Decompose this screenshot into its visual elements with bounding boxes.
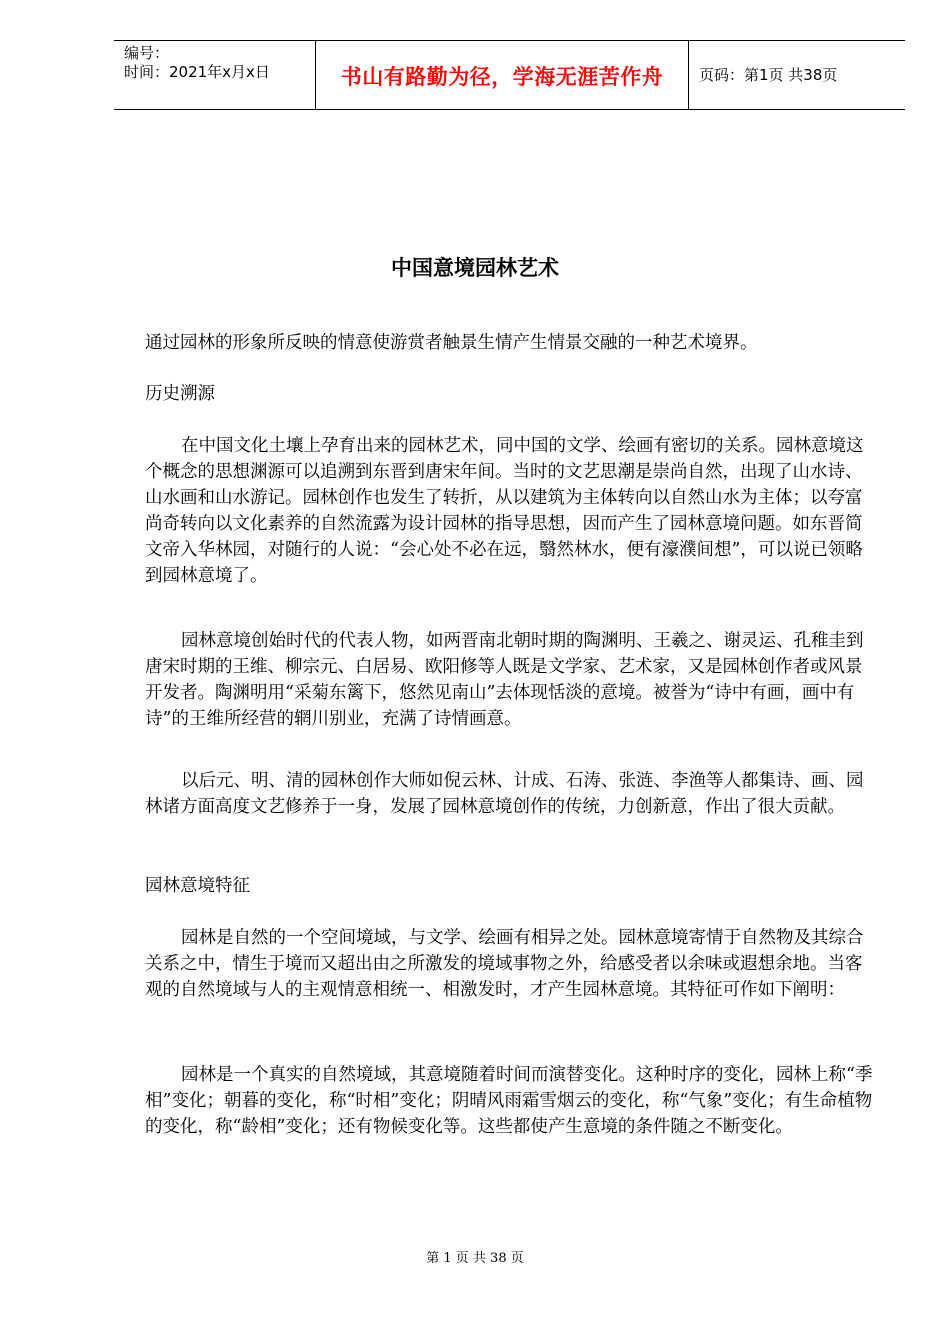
paragraph-text: 园林是自然的一个空间境域，与文学、绘画有相异之处。园林意境寄情于自然物及其综合关系之中，情生于境而又超出由之所激发的境域事物之外，给感受者以余味或遐想余地。当客观的自然境域与人的主观情意相统一、相激发时，才产生园林意境。其特征可作如下阐明： [145, 928, 864, 1000]
features-paragraph-1 [145, 925, 875, 1003]
section-heading-text: 历史溯源 [145, 384, 215, 404]
features-paragraph-2 [145, 1062, 875, 1140]
history-paragraph-2 [145, 628, 875, 732]
header-page-info: 页码：第1页 共38页 [699, 66, 838, 84]
paragraph-text: 在中国文化土壤上孕育出来的园林艺术，同中国的文学、绘画有密切的关系。园林意境这个概念的思想渊源可以追溯到东晋到唐宋年间。当时的文艺思潮是崇尚自然，出现了山水诗、山水画和山水游记。园林创作也发生了转折，从以建筑为主体转向以自然山水为主体；以夸富尚奇转向以文化素养的自然流露为设计园林的指导思想，因而产生了园林意境问题。如东晋简文帝入华林园，对随行的人说：“会心处不必在远，翳然林水，便有濠濮间想”，可以说已领略到园林意境了。 [145, 436, 864, 586]
serial-label: 编号： [124, 44, 170, 62]
paragraph-text: 园林是一个真实的自然境域，其意境随着时间而演替变化。这种时序的变化，园林上称“季相”变化；朝暮的变化，称“时相”变化；阴晴风雨霜雪烟云的变化，称“气象”变化；有生命植物的变化，称“龄相”变化；还有物候变化等。这些都使产生意境的条件随之不断变化。 [145, 1065, 873, 1137]
header-left-cell [114, 41, 316, 109]
time-label: 时间：2021年x月x日 [124, 63, 270, 81]
intro-paragraph [145, 330, 875, 356]
paragraph-text: 园林意境创始时代的代表人物，如两晋南北朝时期的陶渊明、王羲之、谢灵运、孔稚圭到唐宋时期的王维、柳宗元、白居易、欧阳修等人既是文学家、艺术家，又是园林创作者或风景开发者。陶渊明用“采菊东篱下，悠然见南山”去体现恬淡的意境。被誉为“诗中有画，画中有诗”的王维所经营的辋川别业，充满了诗情画意。 [145, 631, 864, 729]
paragraph-text: 以后元、明、清的园林创作大师如倪云林、计成、石涛、张涟、李渔等人都集诗、画、园林诸方面高度文艺修养于一身，发展了园林意境创作的传统，力创新意，作出了很大贡献。 [145, 771, 864, 817]
document-header [114, 40, 905, 110]
page-footer: 第 1 页 共 38 页 [426, 1251, 524, 1266]
history-paragraph-3 [145, 768, 875, 820]
header-center-cell [316, 41, 689, 109]
page-title: 中国意境园林艺术 [391, 256, 559, 280]
history-paragraph-1 [145, 433, 875, 589]
section-heading-text: 园林意境特征 [145, 876, 250, 896]
section-heading-features [145, 873, 875, 899]
header-motto: 书山有路勤为径，学海无涯苦作舟 [340, 65, 664, 89]
section-heading-history [145, 381, 875, 407]
header-right-cell [689, 41, 905, 109]
intro-text: 通过园林的形象所反映的情意使游赏者触景生情产生情景交融的一种艺术境界。 [145, 333, 758, 353]
